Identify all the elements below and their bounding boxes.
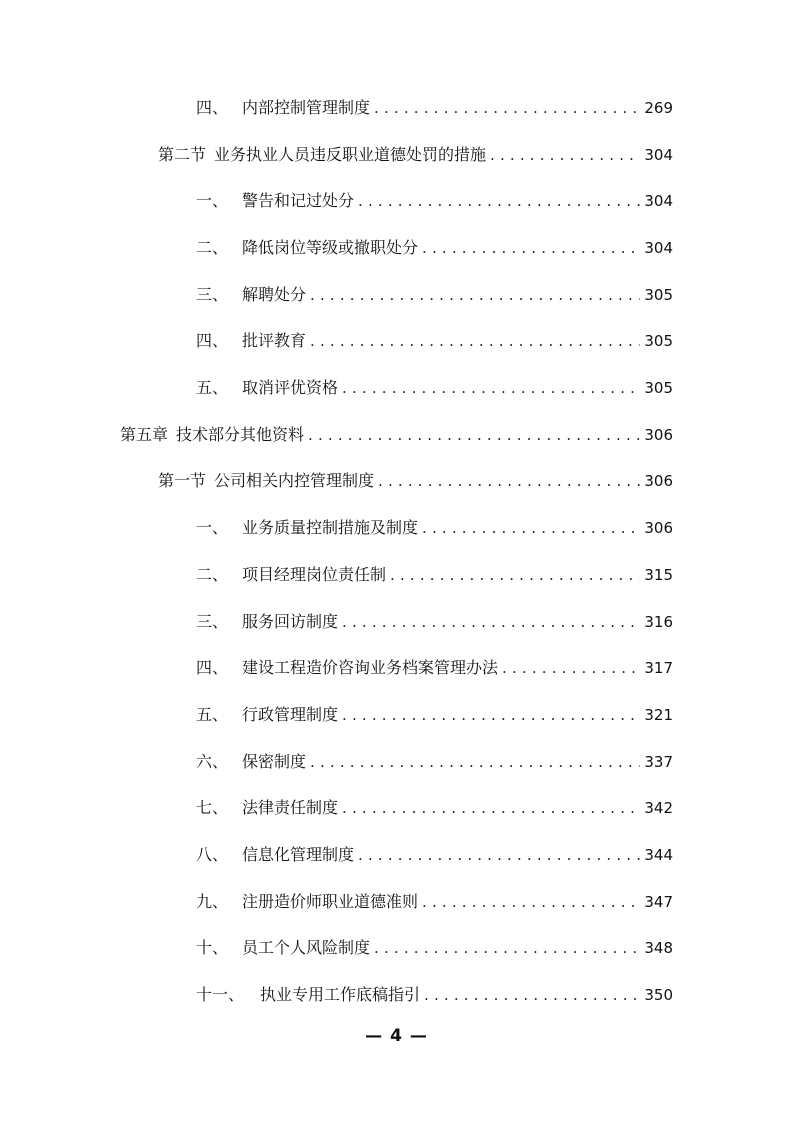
toc-entry[interactable] <box>120 421 673 449</box>
toc-page-number: 306 <box>644 426 673 444</box>
toc-leader <box>342 794 640 822</box>
toc-entry[interactable] <box>196 701 673 729</box>
toc-leader <box>358 187 640 215</box>
toc-page-number: 304 <box>644 146 673 164</box>
toc-marker: 八、 <box>196 845 229 864</box>
toc-page-number: 321 <box>644 706 673 724</box>
toc-page-number: 350 <box>644 986 673 1004</box>
toc-marker: 五、 <box>196 378 229 397</box>
toc-title: 建设工程造价咨询业务档案管理办法 <box>242 658 499 677</box>
toc-leader <box>422 234 640 262</box>
toc-leader <box>374 94 640 122</box>
toc-page-number: 348 <box>644 939 673 957</box>
toc-leader <box>378 467 640 495</box>
toc-entry[interactable] <box>158 467 673 495</box>
toc-title: 行政管理制度 <box>242 705 339 724</box>
toc-page-number: 305 <box>644 332 673 350</box>
toc-entry[interactable] <box>196 561 673 589</box>
toc-entry[interactable] <box>196 234 673 262</box>
toc-marker: 二、 <box>196 565 229 584</box>
toc-marker: 一、 <box>196 191 229 210</box>
toc-page-number: 315 <box>644 566 673 584</box>
toc-marker: 九、 <box>196 892 229 911</box>
toc-leader <box>342 701 640 729</box>
toc-page-number: 344 <box>644 846 673 864</box>
toc-leader <box>310 327 640 355</box>
toc-leader <box>502 654 640 682</box>
toc-marker: 一、 <box>196 518 229 537</box>
toc-title: 保密制度 <box>242 752 307 771</box>
toc-title: 内部控制管理制度 <box>242 98 371 117</box>
toc-marker: 三、 <box>196 285 229 304</box>
toc-entry[interactable] <box>196 654 673 682</box>
toc-marker: 第五章 <box>120 425 169 444</box>
toc-leader <box>390 561 640 589</box>
toc-marker: 四、 <box>196 98 229 117</box>
toc-entry[interactable] <box>196 327 673 355</box>
toc-title: 员工个人风险制度 <box>242 938 371 957</box>
toc-page-number: 317 <box>644 659 673 677</box>
toc-marker: 第一节 <box>158 471 207 490</box>
toc-entry[interactable] <box>196 608 673 636</box>
toc-marker: 四、 <box>196 331 229 350</box>
toc-marker: 五、 <box>196 705 229 724</box>
toc-title: 公司相关内控管理制度 <box>214 471 375 490</box>
toc-entry[interactable] <box>196 981 673 1009</box>
toc-title: 项目经理岗位责任制 <box>242 565 387 584</box>
toc-entry[interactable] <box>196 187 673 215</box>
toc-marker: 二、 <box>196 238 229 257</box>
toc-marker: 四、 <box>196 658 229 677</box>
toc-leader <box>310 748 640 776</box>
toc-entry[interactable] <box>158 141 673 169</box>
toc-entry[interactable] <box>196 748 673 776</box>
toc-page-number: 316 <box>644 613 673 631</box>
toc-marker: 三、 <box>196 612 229 631</box>
toc-title: 取消评优资格 <box>242 378 339 397</box>
toc-entry[interactable] <box>196 888 673 916</box>
toc-page-number: 304 <box>644 192 673 210</box>
toc-page-number: 337 <box>644 753 673 771</box>
toc-title: 警告和记过处分 <box>242 191 355 210</box>
toc-title: 法律责任制度 <box>242 798 339 817</box>
toc-page-number: 347 <box>644 893 673 911</box>
toc-page-number: 269 <box>644 99 673 117</box>
toc-page-number: 306 <box>644 519 673 537</box>
toc-entry[interactable] <box>196 934 673 962</box>
toc-marker: 十一、 <box>196 985 245 1004</box>
toc-page-number: 305 <box>644 286 673 304</box>
toc-marker: 十、 <box>196 938 229 957</box>
toc-title: 注册造价师职业道德准则 <box>242 892 419 911</box>
toc-page-number: 306 <box>644 472 673 490</box>
toc-entry[interactable] <box>196 794 673 822</box>
toc-leader <box>424 981 640 1009</box>
toc-leader <box>310 281 640 309</box>
toc-title: 技术部分其他资料 <box>176 425 305 444</box>
toc-page-number: 342 <box>644 799 673 817</box>
toc-marker: 六、 <box>196 752 229 771</box>
toc-title: 执业专用工作底稿指引 <box>260 985 421 1004</box>
page-number-footer: — 4 — <box>365 1026 428 1046</box>
toc-title: 信息化管理制度 <box>242 845 355 864</box>
toc-entry[interactable] <box>196 514 673 542</box>
toc-leader <box>308 421 640 449</box>
toc-entry[interactable] <box>196 374 673 402</box>
toc-leader <box>342 608 640 636</box>
toc-marker: 第二节 <box>158 145 207 164</box>
toc-entry[interactable] <box>196 841 673 869</box>
toc-entry[interactable] <box>196 281 673 309</box>
toc-title: 业务质量控制措施及制度 <box>242 518 419 537</box>
toc-leader <box>490 141 640 169</box>
toc-marker: 七、 <box>196 798 229 817</box>
toc-entry[interactable] <box>196 94 673 122</box>
toc-page-number: 304 <box>644 239 673 257</box>
toc-title: 服务回访制度 <box>242 612 339 631</box>
toc-page-number: 305 <box>644 379 673 397</box>
toc-title: 降低岗位等级或撤职处分 <box>242 238 419 257</box>
toc-title: 解聘处分 <box>242 285 307 304</box>
toc-leader <box>422 888 640 916</box>
toc-leader <box>422 514 640 542</box>
toc-title: 业务执业人员违反职业道德处罚的措施 <box>214 145 487 164</box>
toc-leader <box>342 374 640 402</box>
toc-leader <box>374 934 640 962</box>
toc-leader <box>358 841 640 869</box>
toc-title: 批评教育 <box>242 331 307 350</box>
